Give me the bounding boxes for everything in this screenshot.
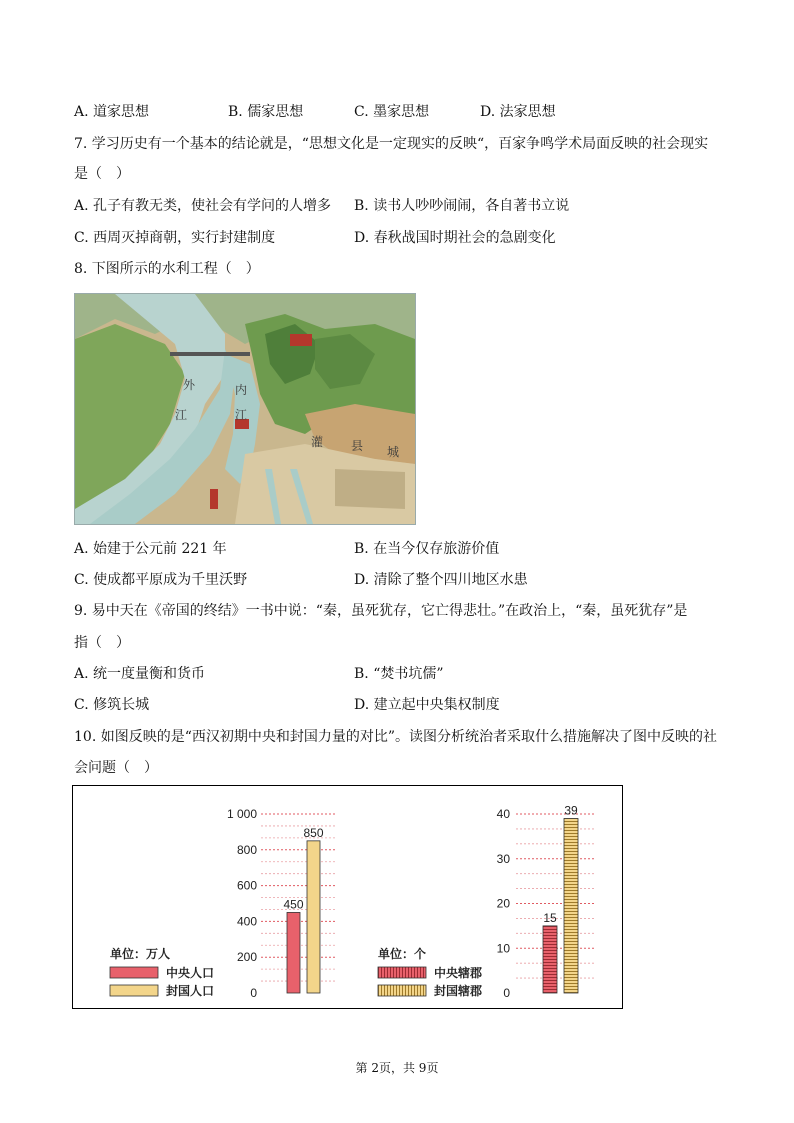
q7-option-c: C. 西周灭掉商朝，实行封建制度 <box>74 230 276 246</box>
q8-option-b: B. 在当今仅存旅游价值 <box>354 541 500 557</box>
county-ytick-label: 20 <box>496 896 510 911</box>
map-label-nei: 内 <box>235 383 248 397</box>
county-legend-swatch <box>378 985 426 996</box>
pop-ytick-label: 600 <box>236 878 257 893</box>
pop-ytick-label: 200 <box>236 950 257 965</box>
q6-option-a: A. 道家思想 <box>74 104 150 120</box>
map-label-jiang-outer: 江 <box>175 408 188 422</box>
q7-stem-line1: 7. 学习历史有一个基本的结论就是，“思想文化是一定现实的反映“，百家争鸣学术局面反映的社会现实 <box>74 136 709 152</box>
pop-value-label: 850 <box>303 825 324 840</box>
county-unit-label: 单位：个 <box>378 947 427 961</box>
map-label-guan: 灌 <box>311 435 324 449</box>
pop-ytick-label: 1 000 <box>226 807 257 821</box>
q9-option-b: B. “焚书坑儒” <box>354 666 444 682</box>
q7-stem-line2: 是（ ） <box>74 166 130 182</box>
pop-value-label: 450 <box>283 897 304 912</box>
pop-bar-central <box>287 912 300 993</box>
county-bar-fief <box>564 818 578 993</box>
q9-option-c: C. 修筑长城 <box>74 697 150 713</box>
population-counties-chart <box>72 785 623 1009</box>
map-label-cheng: 城 <box>387 445 400 459</box>
county-value-label: 39 <box>564 803 578 818</box>
pop-ytick-label: 0 <box>250 986 257 1000</box>
map-label-wai: 外 <box>183 378 196 392</box>
county-ytick-label: 0 <box>503 986 510 1000</box>
q8-option-c: C. 使成都平原成为千里沃野 <box>74 572 248 588</box>
page-footer: 第 2页，共 9页 <box>355 1061 439 1075</box>
county-ytick-label: 10 <box>496 941 510 956</box>
county-ytick-label: 30 <box>496 851 510 866</box>
counties-chart <box>378 803 595 1000</box>
dujiangyan-map-figure <box>74 293 416 525</box>
pop-bar-fief <box>307 841 320 993</box>
q7-option-d: D. 春秋战国时期社会的急剧变化 <box>354 230 556 246</box>
county-ytick-label: 40 <box>496 807 510 821</box>
q6-option-c: C. 墨家思想 <box>354 104 430 120</box>
pop-unit-label: 单位：万人 <box>110 947 171 961</box>
q8-stem: 8. 下图所示的水利工程（ ） <box>74 261 260 277</box>
population-chart <box>110 807 335 1000</box>
county-legend-label: 封国辖郡 <box>434 984 483 998</box>
q9-option-d: D. 建立起中央集权制度 <box>354 697 500 713</box>
q9-option-a: A. 统一度量衡和货币 <box>74 666 206 682</box>
pop-legend-label: 封国人口 <box>166 984 215 998</box>
q10-stem-line2: 会问题（ ） <box>74 760 158 776</box>
q9-stem-line2: 指（ ） <box>74 635 130 651</box>
county-bar-central <box>543 926 557 993</box>
q7-option-a: A. 孔子有教无类，使社会有学问的人增多 <box>74 198 332 214</box>
chart-svg <box>73 786 621 1007</box>
pop-legend-label: 中央人口 <box>166 966 215 980</box>
county-legend-swatch <box>378 967 426 978</box>
pop-legend-swatch <box>110 985 158 996</box>
pop-ytick-label: 400 <box>236 914 257 929</box>
map-illustration <box>75 294 415 524</box>
pop-legend-swatch <box>110 967 158 978</box>
county-legend-label: 中央辖郡 <box>434 966 483 980</box>
map-label-xian: 县 <box>351 439 364 453</box>
pop-ytick-label: 800 <box>236 842 257 857</box>
county-value-label: 15 <box>543 910 557 925</box>
q8-option-d: D. 清除了整个四川地区水患 <box>354 572 528 588</box>
q10-stem-line1: 10. 如图反映的是“西汉初期中央和封国力量的对比”。读图分析统治者采取什么措施解决了图中反映的社 <box>74 729 718 745</box>
q7-option-b: B. 读书人吵吵闹闹，各自著书立说 <box>354 198 570 214</box>
q6-option-b: B. 儒家思想 <box>228 104 304 120</box>
map-label-jiang-inner: 江 <box>235 408 248 422</box>
q9-stem-line1: 9. 易中天在《帝国的终结》一书中说：“秦，虽死犹存，它亡得悲壮。”在政治上，“秦，虽死犹存”是 <box>74 603 688 619</box>
q8-option-a: A. 始建于公元前 221 年 <box>74 541 227 557</box>
q6-option-d: D. 法家思想 <box>480 104 556 120</box>
